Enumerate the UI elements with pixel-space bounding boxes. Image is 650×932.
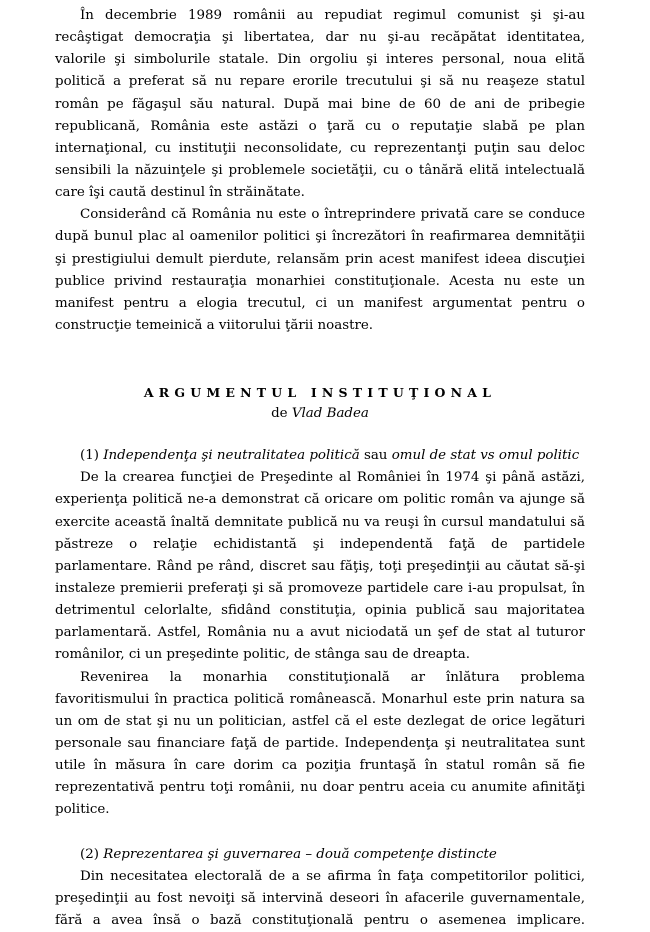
text-line: detrimentul celorlalte, sfidând constituţia, opinia publică sau majoritatea (55, 603, 585, 619)
spacer (55, 337, 585, 383)
spacer (55, 822, 585, 844)
text-line: după bunul plac al oamenilor politici şi încrezători în reafirmarea demnităţii (55, 229, 585, 245)
subsection-number: (2) (80, 846, 104, 862)
subsection-2-heading (55, 844, 585, 866)
text-line: păstreze o relaţie echidistantă şi independentă faţă de partidele (55, 536, 585, 552)
subsection-title-part-1: Independenţa şi neutralitatea politică (103, 448, 360, 464)
text-line: parlamentară. Astfel, România nu a avut niciodată un şef de stat al tuturor (55, 625, 585, 641)
subsection-connector: sau (359, 448, 392, 464)
text-line: parlamentare. Rând pe rând, discret sau făţiş, toţi preşedinţii au căutat să-şi (55, 558, 585, 574)
text-line: manifest pentru a elogia trecutul, ci un manifest argumentat pentru o (55, 295, 585, 311)
text-line: exercite această înaltă demnitate publică nu va reuşi în cursul mandatului să (55, 514, 585, 530)
subsection-1-heading (55, 445, 585, 467)
text-line: construcţie temeinică a viitorului ţării noastre. (55, 317, 374, 333)
document-page (55, 5, 585, 932)
text-line: În decembrie 1989 românii au repudiat regimul comunist şi şi-au (80, 8, 585, 23)
text-line: sensibili la năzuinţele şi problemele societăţii, cu o tânără elită intelectuală (55, 162, 585, 178)
intro-paragraph-1 (55, 5, 585, 204)
text-line: personale sau financiare faţă de partide. Independenţa şi neutralitatea sunt (55, 735, 585, 751)
text-line: De la crearea funcţiei de Preşedinte al României în 1974 şi până astăzi, (80, 470, 585, 486)
subsection-number: (1) (80, 448, 104, 464)
text-line: favoritismului în practica politică românească. Monarhul este prin natura sa (55, 691, 585, 707)
text-line: politice. (55, 802, 110, 818)
text-line: Considerând că România nu este o întreprindere privată care se conduce (80, 207, 585, 223)
text-line: republicană, România este astăzi o ţară cu o reputaţie slabă pe plan (55, 118, 585, 134)
text-line: un om de stat şi nu un politician, astfel că el este dezlegat de orice legături (55, 713, 585, 729)
text-line: Din necesitatea electorală de a se afirma în faţa competitorilor politici, (80, 868, 585, 884)
subsection-title: Reprezentarea şi guvernarea – două competenţe distincte (103, 846, 497, 862)
intro-paragraph-2 (55, 204, 585, 337)
text-line: experienţa politică ne-a demonstrat că oricare om politic român va ajunge să (55, 492, 585, 508)
text-line: reprezentativă pentru toţi românii, nu doar pentru aceia cu anumite afinităţi (55, 780, 585, 796)
text-line: valorile şi simbolurile statale. Din orgoliu şi interes personal, noua elită (55, 52, 585, 68)
subsection-1-paragraph-1 (55, 467, 585, 666)
text-line: instaleze premierii preferaţi şi să promoveze partidele care i-au propulsat, în (55, 580, 585, 596)
subsection-1-paragraph-2 (55, 667, 585, 822)
text-line: internaţional, cu instituţii neconsolidate, cu reprezentanţi puţin sau deloc (55, 140, 585, 156)
text-line: românilor, ci un preşedinte politic, de stânga sau de dreapta. (55, 647, 470, 663)
subsection-title-part-2: omul de stat vs omul politic (391, 448, 580, 464)
text-line: Revenirea la monarhia constituţională ar înlătura problema (80, 669, 585, 685)
text-line: utile în măsura în care dorim ca poziţia fruntaşă în statul român să fie (55, 758, 585, 774)
section-heading: ARGUMENTUL INSTITUŢIONAL (143, 385, 497, 401)
text-line: fără a avea însă o bază constituţională pentru o asemenea implicare. (55, 912, 585, 928)
author-name: Vlad Badea (291, 406, 369, 422)
byline-prefix: de (271, 406, 292, 422)
spacer (55, 425, 585, 445)
text-line: recâştigat democraţia şi libertatea, dar nu şi-au recăpătat identitatea, (55, 30, 585, 46)
text-line: care îşi caută destinul în străinătate. (55, 185, 305, 201)
section-byline (55, 403, 585, 425)
text-line: român pe făgaşul său natural. După mai bine de 60 de ani de pribegie (55, 96, 585, 112)
subsection-2-paragraph-1 (55, 866, 585, 932)
text-line: şi prestigiului demult pierdute, relansăm prin acest manifest ideea discuţiei (55, 251, 585, 267)
text-line: preşedinţii au fost nevoiţi să intervină deseori în afacerile guvernamentale, (55, 890, 585, 906)
text-line: politică a preferat să nu repare erorile trecutului şi să nu reaşeze statul (55, 74, 585, 90)
text-line: publice privind restauraţia monarhiei constituţionale. Acesta nu este un (55, 273, 585, 289)
